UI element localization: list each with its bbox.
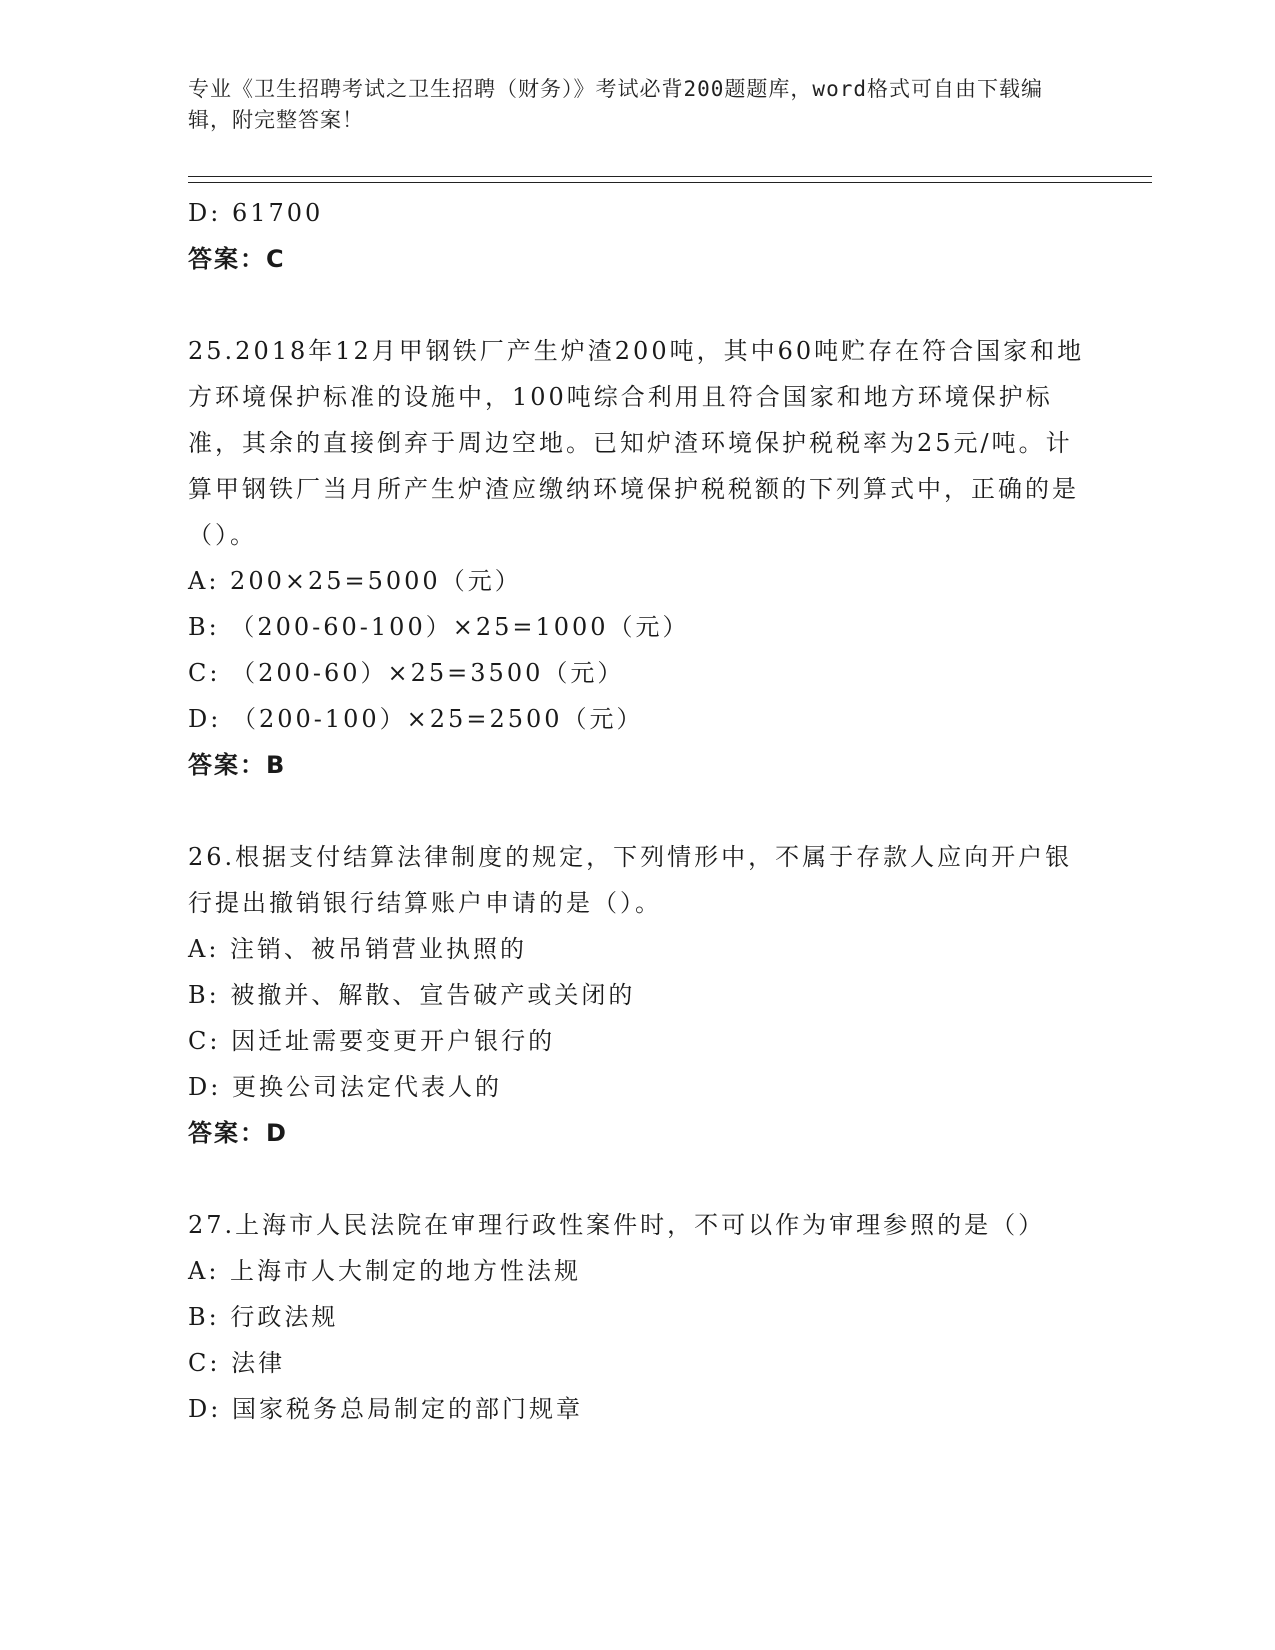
option-a: A: 上海市人大制定的地方性法规 <box>188 1257 582 1285</box>
answer-line: 答案：C <box>188 245 286 273</box>
option-b: B: 行政法规 <box>188 1303 339 1331</box>
option-c: C: （200-60）×25=3500（元） <box>188 659 625 687</box>
option-d: D: 更换公司法定代表人的 <box>188 1073 502 1101</box>
option-d: D: 国家税务总局制定的部门规章 <box>188 1395 583 1423</box>
header-rule-bottom <box>188 182 1152 183</box>
question-stem: 25.2018年12月甲钢铁厂产生炉渣200吨，其中60吨贮存在符合国家和地方环境保护标准的设施中，100吨综合利用且符合国家和地方环境保护标准，其余的直接倒弃于周边空地。已知炉渣环境保护税税率为25元/吨。计算甲钢铁厂当月所产生炉渣应缴纳环境保护税税额的下列算式中，正确的是（）。 <box>188 337 1085 549</box>
question-27 <box>188 1202 1088 1432</box>
option-d: D: 61700 <box>188 199 324 227</box>
question-stem: 26.根据支付结算法律制度的规定，下列情形中，不属于存款人应向开户银行提出撤销银行结算账户申请的是（）。 <box>188 843 1073 917</box>
option-b: B: 被撤并、解散、宣告破产或关闭的 <box>188 981 636 1009</box>
question-25 <box>188 328 1088 788</box>
answer-line: 答案：B <box>188 751 287 779</box>
spacer <box>188 282 1088 328</box>
header-rule-top <box>188 176 1152 177</box>
spacer <box>188 788 1088 834</box>
option-b: B: （200-60-100）×25=1000（元） <box>188 613 690 641</box>
option-c: C: 法律 <box>188 1349 286 1377</box>
option-a: A: 200×25=5000（元） <box>188 567 522 595</box>
spacer <box>188 1156 1088 1202</box>
answer-line: 答案：D <box>188 1119 288 1147</box>
document-body <box>188 190 1088 1432</box>
question-26 <box>188 834 1088 1156</box>
option-a: A: 注销、被吊销营业执照的 <box>188 935 528 963</box>
header-title: 专业《卫生招聘考试之卫生招聘（财务）》考试必背200题题库，word格式可自由下载编辑，附完整答案！ <box>188 77 1043 132</box>
question-stem: 27.上海市人民法院在审理行政性案件时，不可以作为审理参照的是（） <box>188 1211 1046 1239</box>
document-header <box>188 74 1068 136</box>
option-c: C: 因迁址需要变更开户银行的 <box>188 1027 556 1055</box>
option-d: D: （200-100）×25=2500（元） <box>188 705 644 733</box>
